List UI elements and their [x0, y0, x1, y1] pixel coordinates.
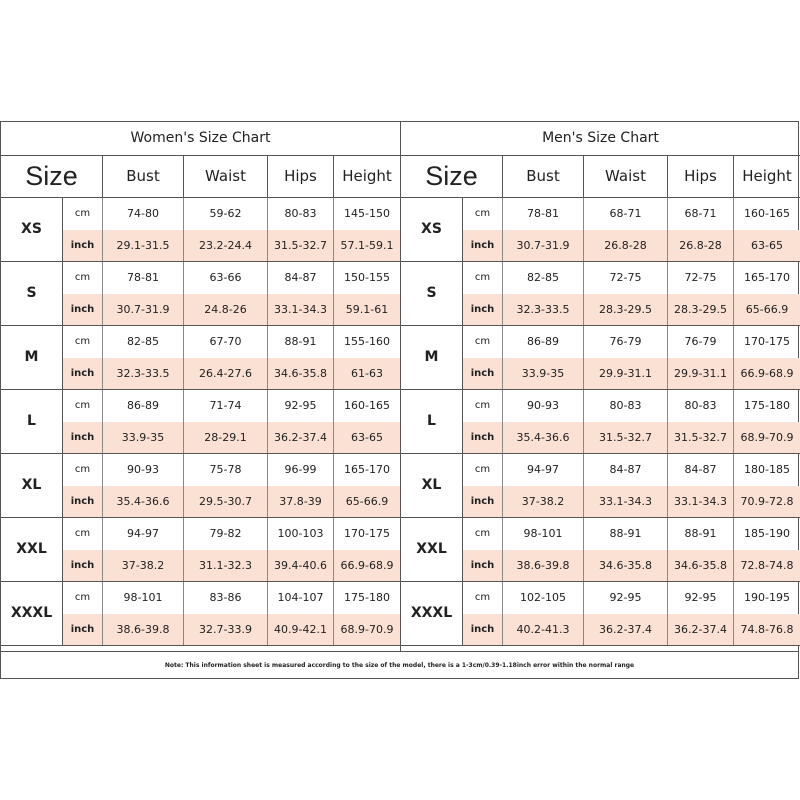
unit-label: inch [463, 358, 503, 389]
unit-label: inch [63, 294, 103, 325]
row-inch [463, 614, 800, 645]
cell-waist: 75-78 [184, 454, 268, 486]
header-bust: Bust [103, 155, 184, 197]
row-cm [63, 518, 400, 551]
row-inch [63, 486, 400, 517]
cell-height: 165-170 [744, 271, 790, 284]
cell-waist: 24.8-26 [184, 294, 268, 325]
cell-bust: 94-97 [503, 454, 584, 486]
size-group-xxxl [401, 582, 800, 646]
cell-bust: 90-93 [503, 390, 584, 422]
unit-label: inch [63, 614, 103, 645]
size-group-s [401, 262, 800, 326]
cell-hips: 92-95 [668, 582, 734, 614]
womens-size-chart [1, 122, 400, 651]
chart-title: Women's Size Chart [1, 122, 400, 156]
size-group-m [401, 326, 800, 390]
cell-waist: 68-71 [584, 198, 668, 230]
row-inch [463, 486, 800, 517]
unit-label: cm [63, 582, 103, 614]
row-inch [63, 422, 400, 453]
cell-height: 165-170 [344, 463, 390, 476]
unit-label: cm [63, 390, 103, 422]
size-label: XXXL [1, 582, 63, 646]
size-label: S [1, 262, 63, 326]
row-inch [463, 294, 800, 325]
header-bust: Bust [503, 155, 584, 197]
unit-label: cm [463, 326, 503, 358]
cell-waist: 23.2-24.4 [184, 230, 268, 261]
cell-hips: 68-71 [668, 198, 734, 230]
header-waist: Waist [584, 155, 668, 197]
cell-bust: 98-101 [103, 582, 184, 614]
cell-waist: 28.3-29.5 [584, 294, 668, 325]
cell-bust: 35.4-36.6 [103, 486, 184, 517]
header-size: Size [401, 155, 503, 197]
cell-hips: 36.2-37.4 [268, 422, 334, 453]
cell-height: 170-175 [344, 527, 390, 540]
cell-hips: 80-83 [668, 390, 734, 422]
unit-label: cm [63, 262, 103, 294]
cell-height: 61-63 [351, 367, 383, 380]
cell-hips: 34.6-35.8 [668, 550, 734, 581]
unit-label: inch [63, 358, 103, 389]
cell-height: 63-65 [751, 239, 783, 252]
cell-hips: 28.3-29.5 [668, 294, 734, 325]
measurement-note: Note: This information sheet is measured according to the size of the model, there is a 1-3cm/0.39-1.18inch error within the normal range [1, 651, 798, 680]
row-inch [463, 422, 800, 453]
unit-label: cm [463, 582, 503, 614]
row-cm [463, 262, 800, 295]
cell-waist: 80-83 [584, 390, 668, 422]
cell-hips: 84-87 [668, 454, 734, 486]
size-label: M [401, 326, 463, 390]
cell-bust: 33.9-35 [103, 422, 184, 453]
cell-height: 160-165 [744, 207, 790, 220]
cell-hips: 80-83 [268, 198, 334, 230]
cell-bust: 35.4-36.6 [503, 422, 584, 453]
cell-height: 170-175 [744, 335, 790, 348]
cell-hips: 34.6-35.8 [268, 358, 334, 389]
row-inch [463, 358, 800, 389]
row-cm [63, 262, 400, 295]
cell-hips: 31.5-32.7 [268, 230, 334, 261]
unit-label: inch [463, 294, 503, 325]
size-group-l [1, 390, 400, 454]
cell-bust: 90-93 [103, 454, 184, 486]
row-cm [63, 454, 400, 487]
size-label: S [401, 262, 463, 326]
size-group-xs [1, 198, 400, 262]
unit-label: inch [63, 550, 103, 581]
cell-waist: 32.7-33.9 [184, 614, 268, 645]
cell-hips: 39.4-40.6 [268, 550, 334, 581]
cell-waist: 79-82 [184, 518, 268, 550]
unit-label: inch [63, 422, 103, 453]
cell-bust: 37-38.2 [503, 486, 584, 517]
cell-waist: 88-91 [584, 518, 668, 550]
cell-waist: 71-74 [184, 390, 268, 422]
cell-waist: 67-70 [184, 326, 268, 358]
cell-height: 68.9-70.9 [740, 431, 794, 444]
cell-waist: 83-86 [184, 582, 268, 614]
row-inch [63, 614, 400, 645]
unit-label: inch [463, 230, 503, 261]
row-inch [63, 550, 400, 581]
cell-bust: 40.2-41.3 [503, 614, 584, 645]
cell-bust: 38.6-39.8 [503, 550, 584, 581]
cell-waist: 26.4-27.6 [184, 358, 268, 389]
cell-hips: 96-99 [268, 454, 334, 486]
size-label: L [1, 390, 63, 454]
header-row [1, 155, 400, 198]
cell-height: 74.8-76.8 [740, 623, 794, 636]
cell-hips: 36.2-37.4 [668, 614, 734, 645]
cell-height: 155-160 [344, 335, 390, 348]
size-group-xl [1, 454, 400, 518]
size-label: XL [401, 454, 463, 518]
cell-height: 175-180 [344, 591, 390, 604]
cell-waist: 36.2-37.4 [584, 614, 668, 645]
unit-label: inch [463, 550, 503, 581]
unit-label: inch [63, 230, 103, 261]
cell-bust: 38.6-39.8 [103, 614, 184, 645]
header-size: Size [1, 155, 103, 197]
cell-hips: 88-91 [268, 326, 334, 358]
header-height: Height [742, 167, 792, 185]
cell-height: 190-195 [744, 591, 790, 604]
header-hips: Hips [268, 155, 334, 197]
cell-hips: 26.8-28 [668, 230, 734, 261]
size-group-xxxl [1, 582, 400, 646]
cell-waist: 34.6-35.8 [584, 550, 668, 581]
cell-waist: 29.5-30.7 [184, 486, 268, 517]
cell-height: 72.8-74.8 [740, 559, 794, 572]
cell-height: 65-66.9 [745, 303, 789, 316]
cell-waist: 28-29.1 [184, 422, 268, 453]
unit-label: inch [463, 614, 503, 645]
cell-hips: 37.8-39 [268, 486, 334, 517]
cell-bust: 33.9-35 [503, 358, 584, 389]
row-inch [63, 230, 400, 261]
cell-height: 63-65 [351, 431, 383, 444]
cell-height: 175-180 [744, 399, 790, 412]
size-group-s [1, 262, 400, 326]
row-cm [463, 198, 800, 231]
unit-label: cm [63, 454, 103, 486]
cell-hips: 33.1-34.3 [268, 294, 334, 325]
cell-hips: 84-87 [268, 262, 334, 294]
cell-waist: 29.9-31.1 [584, 358, 668, 389]
row-cm [463, 454, 800, 487]
cell-height: 70.9-72.8 [740, 495, 794, 508]
cell-bust: 32.3-33.5 [103, 358, 184, 389]
size-chart-sheet [0, 121, 799, 679]
row-inch [63, 358, 400, 389]
cell-bust: 37-38.2 [103, 550, 184, 581]
cell-waist: 31.1-32.3 [184, 550, 268, 581]
size-label: XS [401, 198, 463, 262]
unit-label: inch [463, 486, 503, 517]
row-cm [463, 390, 800, 423]
row-cm [463, 582, 800, 615]
row-cm [463, 326, 800, 359]
size-group-xxl [1, 518, 400, 582]
cell-bust: 30.7-31.9 [103, 294, 184, 325]
cell-bust: 98-101 [503, 518, 584, 550]
cell-height: 145-150 [344, 207, 390, 220]
unit-label: cm [63, 518, 103, 550]
size-label: XXL [401, 518, 463, 582]
row-cm [463, 518, 800, 551]
row-cm [63, 198, 400, 231]
cell-waist: 84-87 [584, 454, 668, 486]
cell-waist: 26.8-28 [584, 230, 668, 261]
cell-waist: 31.5-32.7 [584, 422, 668, 453]
cell-height: 66.9-68.9 [740, 367, 794, 380]
chart-title: Men's Size Chart [401, 122, 800, 156]
size-label: XL [1, 454, 63, 518]
cell-height: 68.9-70.9 [340, 623, 394, 636]
row-inch [463, 550, 800, 581]
cell-hips: 33.1-34.3 [668, 486, 734, 517]
mens-size-chart [400, 122, 800, 651]
cell-bust: 82-85 [103, 326, 184, 358]
row-cm [63, 582, 400, 615]
row-inch [63, 294, 400, 325]
cell-height: 66.9-68.9 [340, 559, 394, 572]
cell-hips: 88-91 [668, 518, 734, 550]
cell-bust: 86-89 [503, 326, 584, 358]
size-label: XXXL [401, 582, 463, 646]
header-height: Height [342, 167, 392, 185]
size-label: XS [1, 198, 63, 262]
cell-hips: 92-95 [268, 390, 334, 422]
cell-waist: 59-62 [184, 198, 268, 230]
unit-label: cm [463, 390, 503, 422]
unit-label: cm [463, 454, 503, 486]
size-group-m [1, 326, 400, 390]
cell-hips: 40.9-42.1 [268, 614, 334, 645]
row-cm [63, 326, 400, 359]
cell-height: 59.1-61 [345, 303, 389, 316]
cell-bust: 102-105 [503, 582, 584, 614]
row-cm [63, 390, 400, 423]
size-group-xxl [401, 518, 800, 582]
size-group-l [401, 390, 800, 454]
cell-height: 185-190 [744, 527, 790, 540]
size-group-xs [401, 198, 800, 262]
size-label: L [401, 390, 463, 454]
size-group-xl [401, 454, 800, 518]
unit-label: cm [463, 198, 503, 230]
cell-height: 150-155 [344, 271, 390, 284]
cell-height: 65-66.9 [345, 495, 389, 508]
cell-waist: 63-66 [184, 262, 268, 294]
cell-hips: 76-79 [668, 326, 734, 358]
cell-bust: 78-81 [103, 262, 184, 294]
cell-hips: 100-103 [268, 518, 334, 550]
cell-bust: 82-85 [503, 262, 584, 294]
size-label: XXL [1, 518, 63, 582]
cell-waist: 76-79 [584, 326, 668, 358]
cell-height: 160-165 [344, 399, 390, 412]
unit-label: inch [463, 422, 503, 453]
cell-waist: 33.1-34.3 [584, 486, 668, 517]
cell-hips: 104-107 [268, 582, 334, 614]
unit-label: inch [63, 486, 103, 517]
cell-height: 180-185 [744, 463, 790, 476]
cell-bust: 30.7-31.9 [503, 230, 584, 261]
unit-label: cm [463, 518, 503, 550]
size-label: M [1, 326, 63, 390]
unit-label: cm [63, 198, 103, 230]
cell-hips: 72-75 [668, 262, 734, 294]
unit-label: cm [463, 262, 503, 294]
cell-bust: 29.1-31.5 [103, 230, 184, 261]
cell-bust: 74-80 [103, 198, 184, 230]
cell-hips: 31.5-32.7 [668, 422, 734, 453]
cell-hips: 29.9-31.1 [668, 358, 734, 389]
header-row [401, 155, 800, 198]
cell-bust: 78-81 [503, 198, 584, 230]
row-inch [463, 230, 800, 261]
cell-bust: 94-97 [103, 518, 184, 550]
header-hips: Hips [668, 155, 734, 197]
cell-waist: 92-95 [584, 582, 668, 614]
unit-label: cm [63, 326, 103, 358]
cell-height: 57.1-59.1 [340, 239, 394, 252]
cell-bust: 86-89 [103, 390, 184, 422]
header-waist: Waist [184, 155, 268, 197]
cell-bust: 32.3-33.5 [503, 294, 584, 325]
cell-waist: 72-75 [584, 262, 668, 294]
